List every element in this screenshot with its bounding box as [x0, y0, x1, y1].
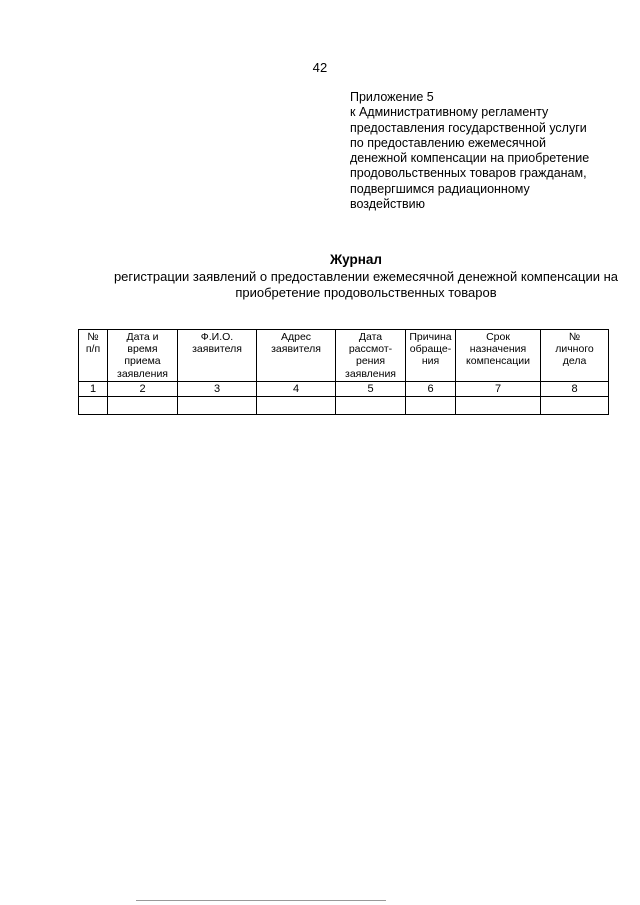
header-text: рения [355, 355, 386, 368]
header-cell-address [257, 330, 336, 382]
header-text: заявителя [192, 343, 242, 356]
header-text: Срок [486, 331, 510, 343]
appendix-line: подвергшимся радиационному [350, 181, 530, 196]
empty-cell [108, 397, 178, 415]
empty-cell [541, 397, 609, 415]
header-text: Дата и [126, 331, 159, 343]
appendix-line: к Административному регламенту [350, 105, 549, 120]
journal-subtitle-line: регистрации заявлений о предоставлении ежемесячной денежной компенсации на [113, 269, 619, 284]
journal-subtitle [100, 269, 632, 301]
header-cell-term [456, 330, 541, 382]
column-number-row [79, 382, 609, 397]
empty-cell [336, 397, 406, 415]
empty-cell [456, 397, 541, 415]
header-text: время [127, 343, 158, 356]
column-number-cell: 2 [108, 382, 178, 397]
header-text: п/п [85, 343, 101, 356]
header-cell-case-number [541, 330, 609, 382]
header-text: № [568, 331, 581, 343]
empty-cell [79, 397, 108, 415]
empty-cell [178, 397, 257, 415]
header-cell-date-received [108, 330, 178, 382]
header-text: Причина [409, 331, 452, 343]
appendix-block [350, 90, 620, 212]
page-number: 42 [312, 60, 328, 75]
column-number-cell: 1 [79, 382, 108, 397]
header-text: дела [562, 355, 587, 368]
header-text: заявления [117, 367, 168, 380]
header-text: заявителя [271, 343, 321, 356]
table-header-row [79, 330, 609, 382]
header-text: обраще- [409, 343, 452, 356]
header-text: ния [421, 355, 440, 368]
header-text: личного [555, 343, 594, 356]
column-number-cell: 5 [336, 382, 406, 397]
header-text: № [87, 331, 99, 343]
header-text: компенсации [466, 355, 530, 368]
header-text: Ф.И.О. [200, 331, 234, 343]
header-text: назначения [469, 343, 527, 356]
journal-subtitle-line: приобретение продовольственных товаров [235, 285, 497, 300]
header-text: рассмот- [348, 343, 393, 356]
appendix-line: предоставления государственной услуги [350, 120, 587, 135]
header-text: Дата [358, 331, 383, 343]
column-number-cell: 4 [257, 382, 336, 397]
appendix-line: денежной компенсации на приобретение [350, 151, 590, 166]
column-number-cell: 6 [406, 382, 456, 397]
column-number-cell: 3 [178, 382, 257, 397]
journal-title: Журнал [329, 252, 383, 267]
header-cell-date-review [336, 330, 406, 382]
header-cell-number [79, 330, 108, 382]
page-edge-line [136, 900, 386, 901]
appendix-line: воздействию [350, 197, 425, 212]
column-number-cell: 8 [541, 382, 609, 397]
table-row [79, 397, 609, 415]
header-text: Адрес [280, 331, 312, 343]
empty-cell [257, 397, 336, 415]
header-cell-reason [406, 330, 456, 382]
journal-table [78, 329, 609, 415]
appendix-line: Приложение 5 [350, 90, 434, 104]
header-text: приема [124, 355, 161, 368]
appendix-line: продовольственных товаров гражданам, [350, 166, 587, 181]
header-text: заявления [345, 367, 396, 380]
empty-cell [406, 397, 456, 415]
header-cell-name [178, 330, 257, 382]
column-number-cell: 7 [456, 382, 541, 397]
appendix-line: по предоставлению ежемесячной [350, 135, 546, 150]
